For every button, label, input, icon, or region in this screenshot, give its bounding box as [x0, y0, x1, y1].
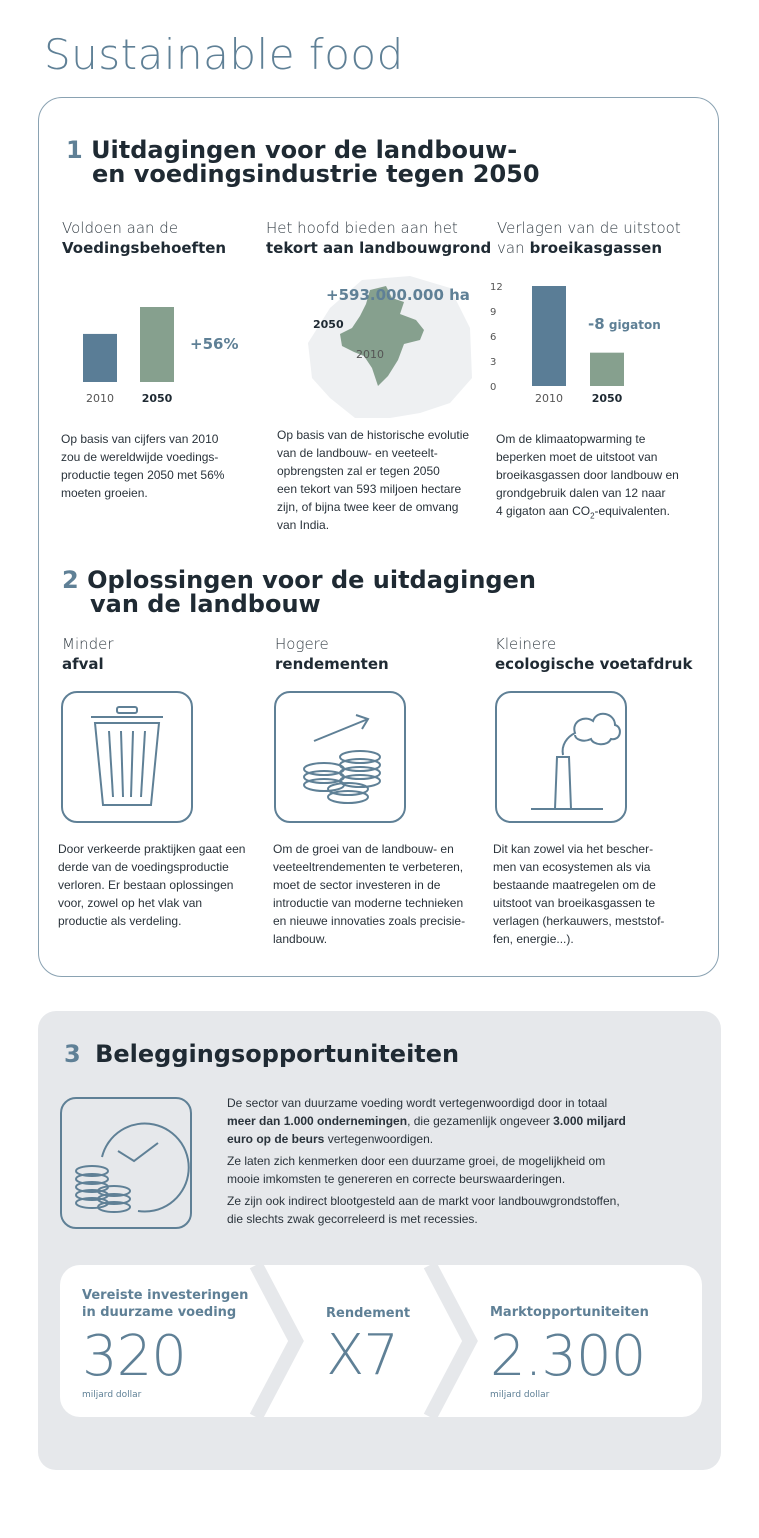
text-line: bestaande maatregelen om de — [493, 878, 656, 892]
text-line: landbouw. — [273, 932, 328, 946]
section2-number: 2 — [62, 566, 79, 594]
text-line: Op basis van de historische evolutie — [277, 428, 470, 442]
clock-coins-icon — [60, 1097, 192, 1229]
tick-label-2050: 2050 — [141, 392, 173, 405]
section2-title-line1: Oplossingen voor de uitdagingen — [87, 566, 536, 594]
change-label: +56% — [190, 335, 239, 353]
kpi-return — [326, 1305, 411, 1388]
text-line: opbrengsten zal er tegen 2050 — [277, 464, 440, 478]
investment-paragraph-2 — [227, 1152, 667, 1188]
kpi-return-label: Rendement — [326, 1306, 411, 1321]
text-line: Om de klimaatopwarming te — [496, 432, 646, 446]
text-line: en nieuwe innovaties zoals precisie- — [273, 914, 466, 928]
text-line: beperken moet de uitstoot van — [496, 450, 658, 464]
section3-title — [64, 1042, 459, 1066]
y-tick-9: 9 — [490, 307, 497, 318]
text-line: Op basis van cijfers van 2010 — [61, 432, 219, 446]
kpi-market-unit: miljard dollar — [490, 1390, 550, 1400]
text-span: De sector van duurzame voeding wordt vertegenwoordigd door in totaal — [227, 1096, 608, 1110]
bar-2050 — [140, 307, 174, 382]
text-line: van de landbouw- en veeteelt- — [277, 446, 438, 460]
text-bold: 3.000 miljard — [553, 1114, 626, 1128]
emissions-text — [496, 430, 706, 525]
kpi-market-value: 2.300 — [490, 1324, 646, 1389]
change-value: -8 — [588, 315, 605, 333]
text-span: die slechts zwak gecorreleerd is met recessies. — [227, 1212, 478, 1226]
text-line: productie tegen 2050 met 56% — [61, 468, 225, 482]
higher-yields-heading-b: rendementen — [275, 655, 389, 673]
land-shortage-heading-b: tekort aan landbouwgrond — [266, 239, 492, 257]
higher-yields-heading-a: Hogere — [275, 635, 329, 653]
text-line: moeten groeien. — [61, 486, 148, 500]
text-line: introductie van moderne technieken — [273, 896, 464, 910]
text-span: Ze laten zich kenmerken door een duurzame groei, de mogelijkheid om — [227, 1154, 606, 1168]
emissions-heading-van: van — [497, 239, 525, 257]
text-line: zou de wereldwijde voedings- — [61, 450, 219, 464]
text-span: mooie imkomsten te genereren en correcte beurswaarderingen. — [227, 1172, 566, 1186]
text-line: Door verkeerde praktijken gaat een — [58, 842, 246, 856]
text-line: moet de sector investeren in de — [273, 878, 441, 892]
emissions-heading — [497, 218, 717, 258]
text-bold: euro op de beurs — [227, 1132, 325, 1146]
land-shortage-heading — [266, 218, 496, 258]
text-line: voor, zowel op het vlak van — [58, 896, 203, 910]
factory-smoke-icon — [495, 691, 627, 823]
section2-title-line2: van de landbouw — [90, 590, 321, 618]
y-tick-0: 0 — [490, 382, 497, 393]
text-line: veeteeltrendementen te verbeteren, — [273, 860, 464, 874]
investment-paragraph-1 — [227, 1094, 667, 1148]
section1-number: 1 — [66, 136, 83, 164]
investment-paragraph-3 — [227, 1192, 667, 1228]
text-line: fen, energie...). — [493, 932, 574, 946]
co2-subscript: 2 — [590, 511, 595, 521]
section1-title — [66, 138, 540, 186]
text-span: Ze zijn ook indirect blootgesteld aan de markt voor landbouwgrondstoffen, — [227, 1194, 620, 1208]
tick-label-2010: 2010 — [86, 392, 114, 405]
food-needs-heading-b: Voedingsbehoeften — [62, 239, 227, 257]
emissions-chart — [488, 276, 688, 410]
change-label — [588, 315, 661, 333]
tick-label-2010: 2010 — [535, 392, 563, 405]
text-line: verloren. Er bestaan oplossingen — [58, 878, 234, 892]
less-waste-heading-a: Minder — [62, 635, 114, 653]
section1-title-line2: en voedingsindustrie tegen 2050 — [92, 160, 540, 188]
change-unit: gigaton — [604, 318, 661, 332]
less-waste-heading — [62, 634, 114, 674]
land-shortage-value: +593.000.000 ha — [326, 286, 470, 304]
text-span: vertegenwoordigen. — [327, 1132, 434, 1146]
text-line — [496, 502, 706, 525]
co2-text-end: -equivalenten. — [594, 504, 670, 518]
text-line: uitstoot van broeikasgassen te — [493, 896, 656, 910]
kpi-return-value: X7 — [326, 1323, 398, 1388]
food-production-chart — [70, 295, 260, 410]
text-line: een tekort van 593 miljoen hectare — [277, 482, 462, 496]
footprint-heading-b: ecologische voetafdruk — [495, 655, 693, 673]
y-tick-6: 6 — [490, 332, 497, 343]
food-needs-heading-a: Voldoen aan de — [62, 219, 179, 237]
footprint-text — [493, 840, 703, 948]
section1-title-line1: Uitdagingen voor de landbouw- — [91, 136, 518, 164]
text-line: grondgebruik dalen van 12 naar — [496, 486, 666, 500]
footprint-heading — [495, 634, 692, 674]
emissions-heading-a: Verlagen van de uitstoot — [497, 219, 681, 237]
higher-yields-text — [273, 840, 483, 948]
co2-text: 4 gigaton aan CO — [496, 504, 591, 518]
section3-number: 3 — [64, 1040, 81, 1068]
text-line: derde van de voedingsproductie — [58, 860, 229, 874]
land-shortage-heading-a: Het hoofd bieden aan het — [266, 219, 458, 237]
map-label-2050: 2050 — [313, 318, 344, 331]
y-tick-12: 12 — [490, 282, 503, 293]
investment-text — [227, 1094, 667, 1232]
kpi-investments-unit: miljard dollar — [82, 1390, 142, 1400]
section3-title-text: Beleggingsopportuniteiten — [95, 1040, 460, 1068]
text-line: Dit kan zowel via het bescher- — [493, 842, 654, 856]
food-needs-text — [61, 430, 261, 502]
section2-title — [62, 568, 536, 616]
kpi-investments-label: Vereiste investeringen — [82, 1288, 249, 1303]
kpi-investments — [82, 1287, 248, 1400]
bar-2010 — [532, 286, 566, 386]
text-line: van India. — [277, 518, 330, 532]
text-line: Om de groei van de landbouw- en — [273, 842, 454, 856]
coins-growth-icon — [274, 691, 406, 823]
food-needs-heading — [62, 218, 262, 258]
kpi-investments-value: 320 — [82, 1324, 186, 1389]
kpi-investments-label-2: in duurzame voeding — [82, 1305, 237, 1320]
text-line: productie als verdeling. — [58, 914, 182, 928]
trash-can-icon — [61, 691, 193, 823]
less-waste-heading-b: afval — [62, 655, 104, 673]
text-span: , die gezamenlijk ongeveer — [407, 1114, 550, 1128]
emissions-heading-b: broeikasgassen — [529, 239, 663, 257]
text-line: zijn, of bijna twee keer de omvang — [277, 500, 459, 514]
map-label-2010: 2010 — [356, 348, 384, 361]
text-bold: meer dan 1.000 ondernemingen — [227, 1114, 408, 1128]
higher-yields-heading — [275, 634, 389, 674]
bar-2050 — [590, 353, 624, 386]
text-line: broeikasgassen door landbouw en — [496, 468, 679, 482]
bar-2010 — [83, 334, 117, 382]
kpi-market — [490, 1304, 649, 1400]
kpi-market-label: Marktopportuniteiten — [490, 1305, 649, 1320]
y-tick-3: 3 — [490, 357, 497, 368]
text-line: verlagen (herkauwers, meststof- — [493, 914, 665, 928]
tick-label-2050: 2050 — [591, 392, 623, 405]
footprint-heading-a: Kleinere — [495, 635, 557, 653]
page-title: Sustainable food — [44, 30, 404, 79]
land-shortage-text — [277, 426, 492, 534]
text-line: men van ecosystemen als via — [493, 860, 651, 874]
less-waste-text — [58, 840, 258, 930]
